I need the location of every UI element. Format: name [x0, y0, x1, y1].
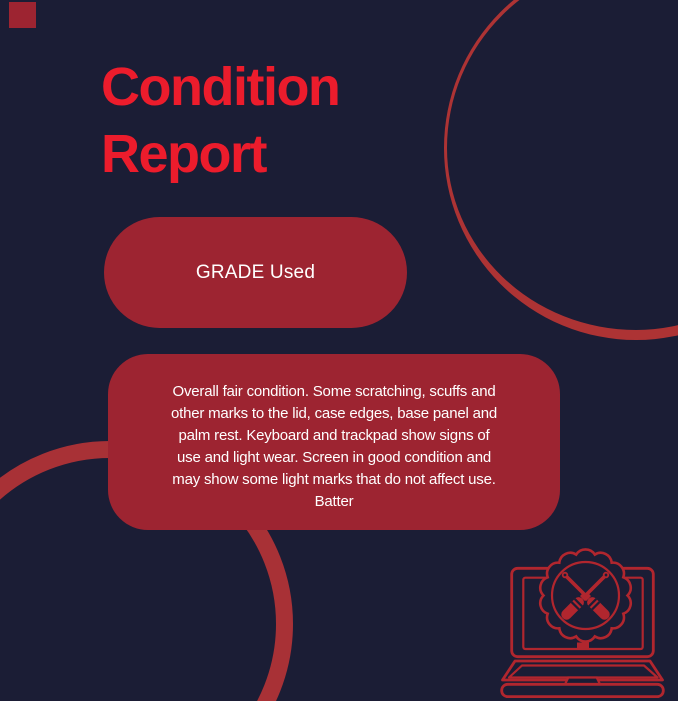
page-title-line2: Report: [101, 124, 266, 184]
grade-badge-label: GRADE Used: [195, 261, 316, 283]
laptop-hinge-tab: [577, 643, 589, 650]
laptop-base-lip: [502, 684, 664, 696]
condition-text-line: may show some light marks that do not affect use.: [172, 471, 496, 488]
condition-text-line: other marks to the lid, case edges, base panel and: [170, 405, 498, 422]
condition-text-line: Batter: [314, 493, 354, 510]
top-right-ring-decoration: [444, 0, 678, 340]
page-title: [101, 54, 339, 188]
corner-square-decoration: [9, 2, 36, 28]
laptop-repair-icon: [488, 546, 668, 698]
condition-text-line: palm rest. Keyboard and trackpad show signs of: [178, 427, 490, 444]
grade-badge: [104, 217, 407, 328]
laptop-keyboard-area: [509, 666, 658, 678]
condition-text-line: Overall fair condition. Some scratching, scuffs and: [172, 383, 496, 400]
condition-description-box: [108, 354, 560, 530]
condition-text-line: use and light wear. Screen in good condition and: [177, 449, 491, 466]
page-title-line1: Condition: [101, 57, 340, 117]
